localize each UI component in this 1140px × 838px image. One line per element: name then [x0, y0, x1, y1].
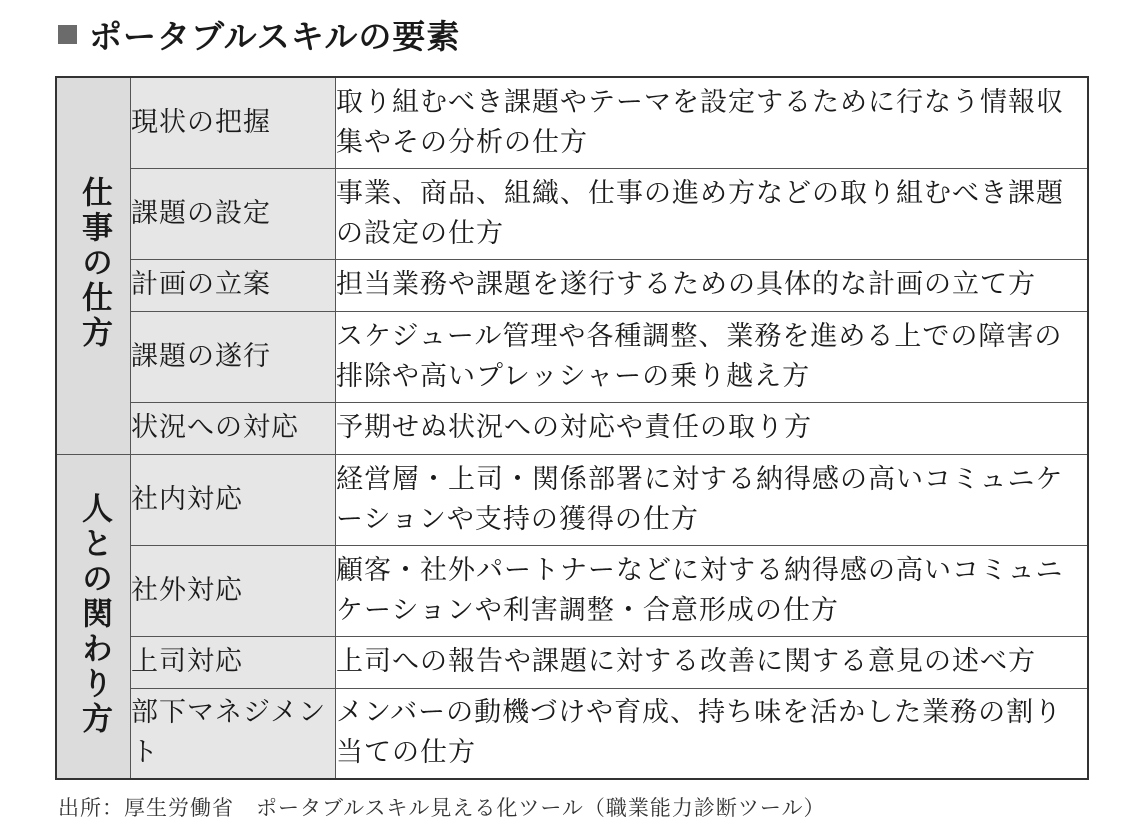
description-cell: スケジュール管理や各種調整、業務を進める上での障害の排除や高いプレッシャーの乗り越え方 [336, 311, 1089, 402]
square-bullet-icon [58, 25, 77, 44]
source-note: 出所：厚生労働省 ポータブルスキル見える化ツール（職業能力診断ツール） [58, 796, 826, 820]
portable-skills-table [55, 76, 1089, 780]
table-row [56, 454, 1088, 545]
group-label: 仕事の仕方 [76, 176, 112, 352]
group-label: 人との関わり方 [76, 491, 112, 737]
table-row [56, 402, 1088, 454]
description-cell: 顧客・社外パートナーなどに対する納得感の高いコミュニケーションや利害調整・合意形成の仕方 [336, 545, 1089, 636]
table-row [56, 77, 1088, 168]
description-cell: 事業、商品、組織、仕事の進め方などの取り組むべき課題の設定の仕方 [336, 168, 1089, 259]
description-cell: 取り組むべき課題やテーマを設定するために行なう情報収集やその分析の仕方 [336, 77, 1089, 168]
description-cell: 担当業務や課題を遂行するための具体的な計画の立て方 [336, 259, 1089, 311]
page-title [58, 10, 460, 58]
group-header-relations [56, 454, 131, 779]
table-row [56, 545, 1088, 636]
table-row [56, 688, 1088, 779]
item-cell: 課題の設定 [131, 168, 336, 259]
group-header-work [56, 77, 131, 454]
table-row [56, 259, 1088, 311]
title-text: ポータブルスキルの要素 [89, 16, 461, 56]
item-cell: 部下マネジメント [131, 688, 336, 779]
table-row [56, 311, 1088, 402]
item-cell: 社内対応 [131, 454, 336, 545]
description-cell: 予期せぬ状況への対応や責任の取り方 [336, 402, 1089, 454]
item-cell: 上司対応 [131, 636, 336, 688]
table-row [56, 168, 1088, 259]
description-cell: 上司への報告や課題に対する改善に関する意見の述べ方 [336, 636, 1089, 688]
description-cell: 経営層・上司・関係部署に対する納得感の高いコミュニケーションや支持の獲得の仕方 [336, 454, 1089, 545]
item-cell: 社外対応 [131, 545, 336, 636]
description-cell: メンバーの動機づけや育成、持ち味を活かした業務の割り当ての仕方 [336, 688, 1089, 779]
item-cell: 現状の把握 [131, 77, 336, 168]
item-cell: 計画の立案 [131, 259, 336, 311]
table-row [56, 636, 1088, 688]
item-cell: 状況への対応 [131, 402, 336, 454]
item-cell: 課題の遂行 [131, 311, 336, 402]
